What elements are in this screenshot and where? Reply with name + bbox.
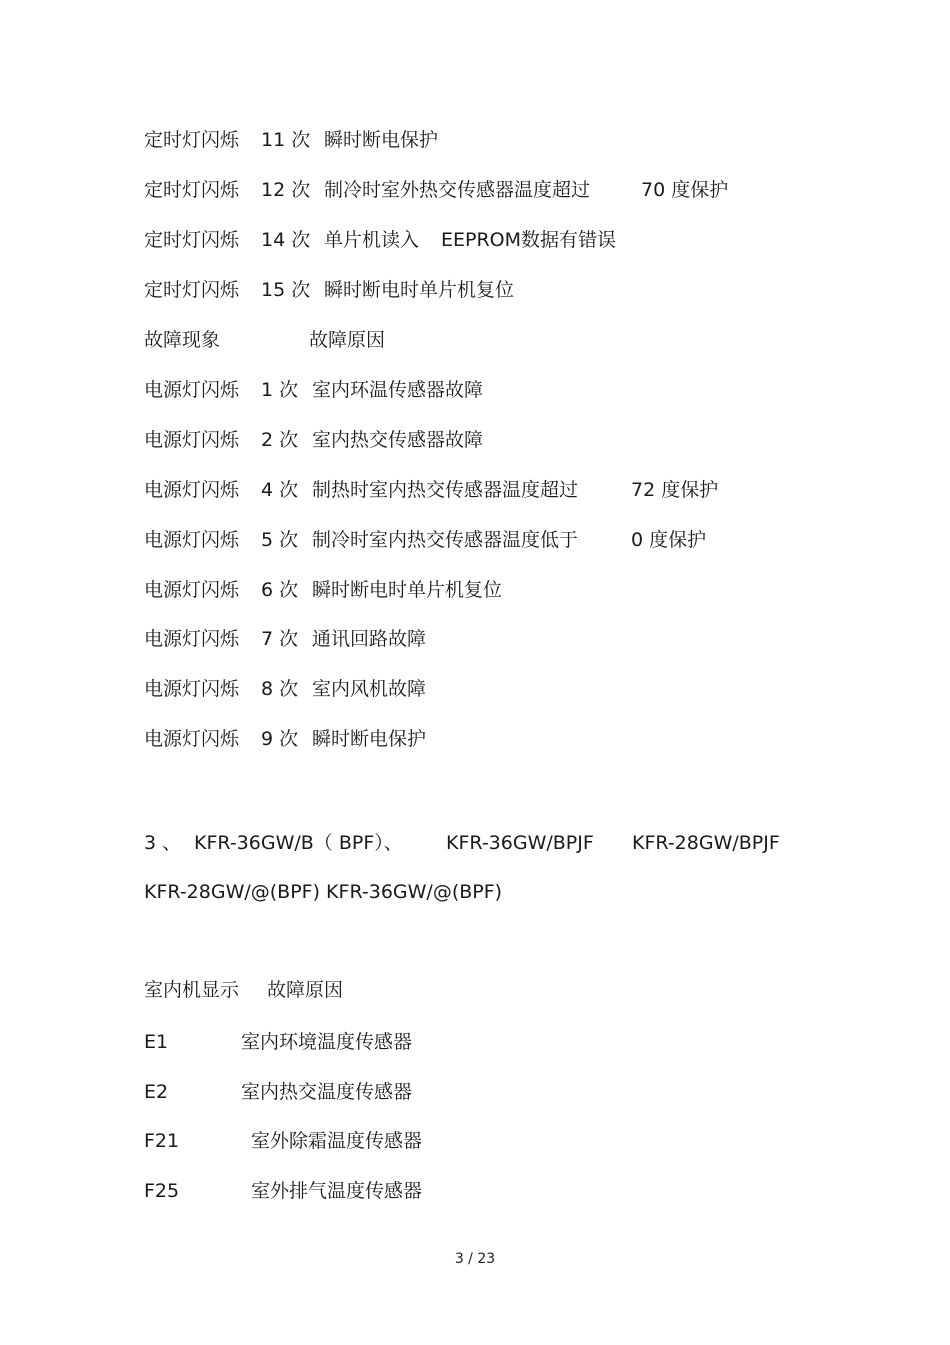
fault-cause: 单片机读入 — [324, 229, 420, 251]
fault-cause: 瞬时断电时单片机复位 — [324, 279, 515, 301]
light-label: 电源灯闪烁 — [144, 628, 240, 650]
light-label: 电源灯闪烁 — [144, 429, 240, 451]
model-name: KFR-36GW/B（ BPF）、 — [194, 832, 403, 854]
light-label: 定时灯闪烁 — [144, 229, 240, 251]
fault-threshold: 72 度保护 — [631, 479, 719, 501]
flash-count: 1 次 — [261, 379, 299, 401]
flash-count: 9 次 — [261, 728, 299, 750]
fault-cause: 制冷时室内热交传感器温度低于 — [312, 529, 579, 551]
flash-count: 6 次 — [261, 579, 299, 601]
header-display: 室内机显示 — [144, 979, 240, 1001]
fault-cause: 制冷时室外热交传感器温度超过 — [324, 179, 591, 201]
header-cause: 故障原因 — [267, 979, 344, 1001]
error-code: E2 — [144, 1081, 169, 1103]
flash-count: 12 次 — [261, 179, 311, 201]
fault-cause: 室内环温传感器故障 — [312, 379, 484, 401]
light-label: 电源灯闪烁 — [144, 529, 240, 551]
fault-cause: 通讯回路故障 — [312, 628, 427, 650]
light-label: 定时灯闪烁 — [144, 279, 240, 301]
flash-count: 15 次 — [261, 279, 311, 301]
light-label: 电源灯闪烁 — [144, 579, 240, 601]
page-number: 3 / 23 — [454, 1251, 496, 1267]
light-label: 电源灯闪烁 — [144, 728, 240, 750]
fault-cause: 室内风机故障 — [312, 678, 427, 700]
header-cause: 故障原因 — [309, 329, 386, 351]
flash-count: 11 次 — [261, 129, 311, 151]
model-name: KFR-36GW/BPJF — [446, 832, 594, 854]
error-cause: 室内热交温度传感器 — [241, 1081, 413, 1103]
flash-count: 8 次 — [261, 678, 299, 700]
error-code: F21 — [144, 1130, 180, 1152]
error-code: F25 — [144, 1180, 180, 1202]
flash-count: 4 次 — [261, 479, 299, 501]
error-cause: 室外排气温度传感器 — [251, 1180, 423, 1202]
error-cause: 室内环境温度传感器 — [241, 1031, 413, 1053]
fault-cause: 制热时室内热交传感器温度超过 — [312, 479, 579, 501]
header-phenomenon: 故障现象 — [144, 329, 221, 351]
flash-count: 2 次 — [261, 429, 299, 451]
fault-threshold: 0 度保护 — [631, 529, 707, 551]
fault-cause: 瞬时断电保护 — [324, 129, 439, 151]
light-label: 电源灯闪烁 — [144, 479, 240, 501]
light-label: 定时灯闪烁 — [144, 129, 240, 151]
light-label: 定时灯闪烁 — [144, 179, 240, 201]
fault-threshold: 70 度保护 — [641, 179, 729, 201]
fault-detail: EEPROM数据有错误 — [441, 229, 617, 251]
fault-cause: 室内热交传感器故障 — [312, 429, 484, 451]
flash-count: 5 次 — [261, 529, 299, 551]
section-number: 3 、 — [144, 832, 182, 854]
light-label: 电源灯闪烁 — [144, 678, 240, 700]
model-names: KFR-28GW/@(BPF) KFR-36GW/@(BPF) — [144, 881, 503, 903]
light-label: 电源灯闪烁 — [144, 379, 240, 401]
flash-count: 7 次 — [261, 628, 299, 650]
fault-cause: 瞬时断电保护 — [312, 728, 427, 750]
error-code: E1 — [144, 1031, 169, 1053]
flash-count: 14 次 — [261, 229, 311, 251]
error-cause: 室外除霜温度传感器 — [251, 1130, 423, 1152]
fault-cause: 瞬时断电时单片机复位 — [312, 579, 503, 601]
model-name: KFR-28GW/BPJF — [632, 832, 780, 854]
